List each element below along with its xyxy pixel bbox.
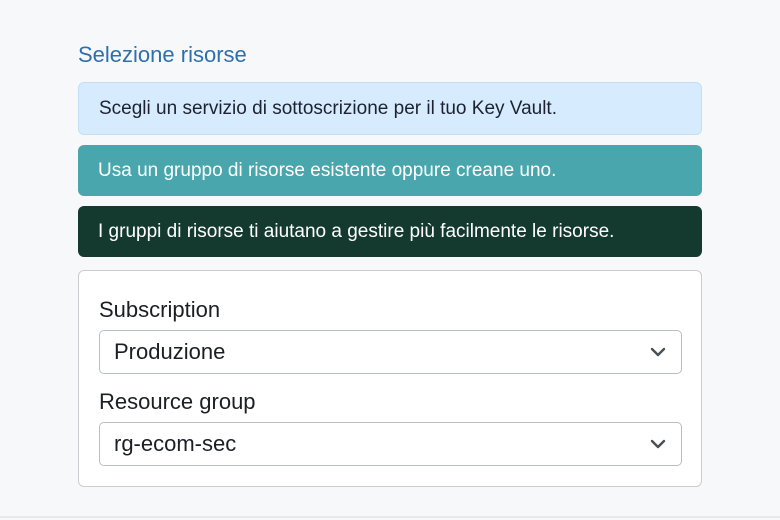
subscription-select[interactable] xyxy=(99,330,682,374)
info-banner xyxy=(78,82,702,135)
chevron-down-icon xyxy=(649,438,667,450)
dark-banner xyxy=(78,206,702,257)
subscription-selected-value: Produzione xyxy=(114,339,226,364)
resource-group-label: Resource group xyxy=(99,389,256,414)
bottom-divider xyxy=(0,516,780,518)
resource-group-select[interactable] xyxy=(99,422,682,466)
subscription-label: Subscription xyxy=(99,297,221,322)
teal-banner-text: Usa un gruppo di risorse esistente oppure creane uno. xyxy=(98,159,557,181)
teal-banner xyxy=(78,145,702,196)
chevron-down-icon xyxy=(649,346,667,358)
resource-group-selected-value: rg-ecom-sec xyxy=(114,431,237,456)
dark-banner-text: I gruppi di risorse ti aiutano a gestire più facilmente le risorse. xyxy=(98,220,615,242)
info-banner-text: Scegli un servizio di sottoscrizione per il tuo Key Vault. xyxy=(99,97,557,119)
section-title: Selezione risorse xyxy=(78,42,247,67)
resource-form-card xyxy=(78,270,702,487)
